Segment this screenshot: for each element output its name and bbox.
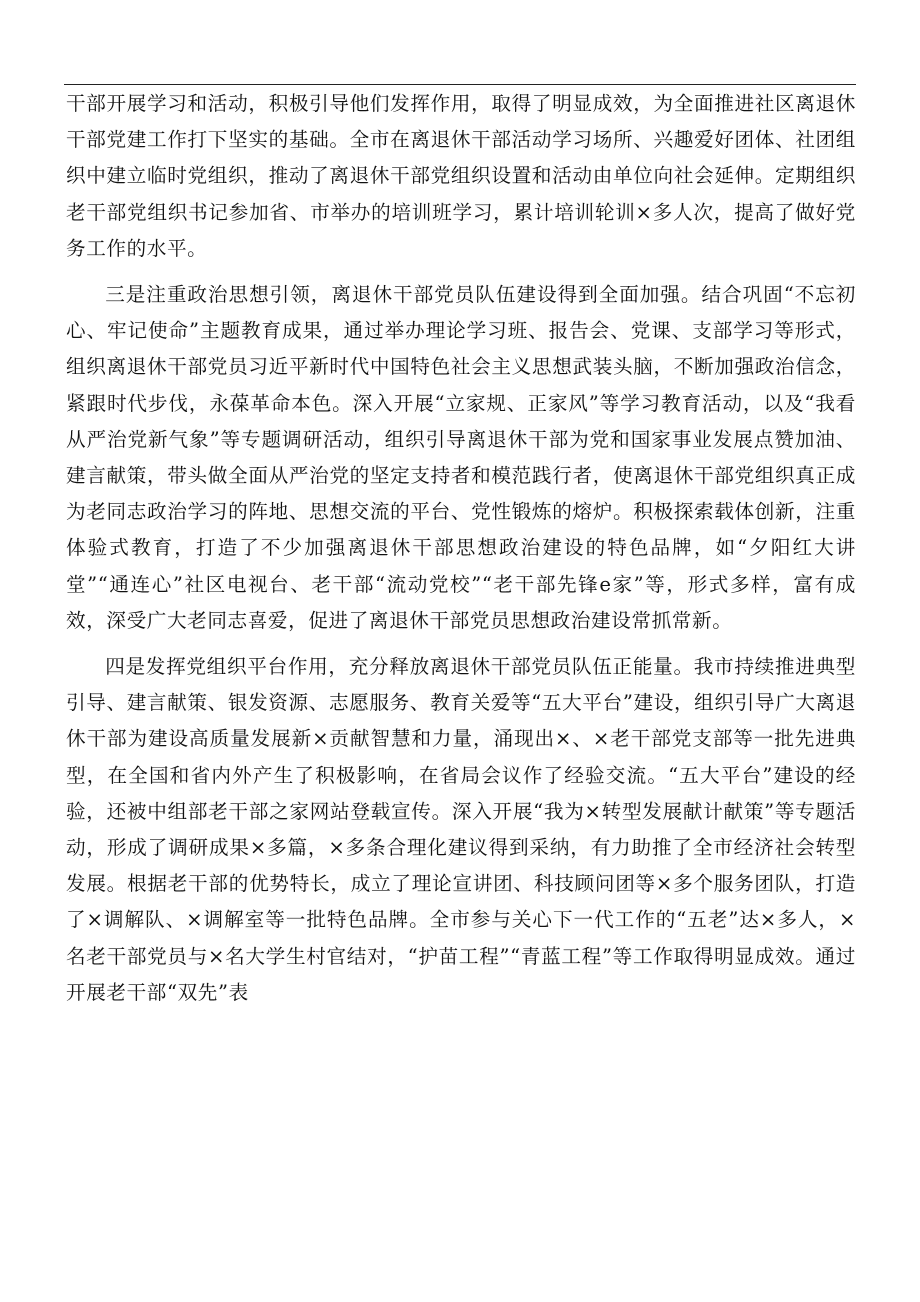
paragraph-point-four: 四是发挥党组织平台作用，充分释放离退休干部党员队伍正能量。我市持续推进典型引导、建言献策、银发资源、志愿服务、教育关爱等“五大平台”建设，组织引导广大离退休干部为建设高质量发展新×贡献智慧和力量，涌现出×、×老干部党支部等一批先进典型，在全国和省内外产生了积极影响，在省局会议作了经验交流。“五大平台”建设的经验，还被中组部老干部之家网站登载宣传。深入开展“我为×转型发展献计献策”等专题活动，形成了调研成果×多篇，×多条合理化建议得到采纳，有力助推了全市经济社会转型发展。根据老干部的优势特长，成立了理论宣讲团、科技顾问团等×多个服务团队，打造了×调解队、×调解室等一批特色品牌。全市参与关心下一代工作的“五老”达×多人，×名老干部党员与×名大学生村官结对，“护苗工程”“青蓝工程”等工作取得明显成效。通过开展老干部“双先”表 — [66, 655, 856, 1004]
header-rule — [64, 84, 856, 85]
paragraph-point-three: 三是注重政治思想引领，离退休干部党员队伍建设得到全面加强。结合巩固“不忘初心、牢记使命”主题教育成果，通过举办理论学习班、报告会、党课、支部学习等形式，组织离退休干部党员习近平新时代中国特色社会主义思想武装头脑，不断加强政治信念，紧跟时代步伐，永葆革命本色。深入开展“立家规、正家风”等学习教育活动，以及“我看从严治党新气象”等专题调研活动，组织引导离退休干部为党和国家事业发展点赞加油、建言献策，带头做全面从严治党的坚定支持者和模范践行者，使离退休干部党组织真正成为老同志政治学习的阵地、思想交流的平台、党性锻炼的熔炉。积极探索载体创新，注重体验式教育，打造了不少加强离退休干部思想政治建设的特色品牌，如“夕阳红大讲堂”“通连心”社区电视台、老干部“流动党校”“老干部先锋e家”等，形式多样，富有成效，深受广大老同志喜爱，促进了离退休干部党员思想政治建设常抓常新。 — [66, 283, 856, 632]
document-body — [66, 86, 856, 1011]
paragraph-continued: 干部开展学习和活动，积极引导他们发挥作用，取得了明显成效，为全面推进社区离退休干部党建工作打下坚实的基础。全市在离退休干部活动学习场所、兴趣爱好团体、社团组织中建立临时党组织，推动了离退休干部党组织设置和活动由单位向社会延伸。定期组织老干部党组织书记参加省、市举办的培训班学习，累计培训轮训×多人次，提高了做好党务工作的水平。 — [66, 92, 856, 260]
